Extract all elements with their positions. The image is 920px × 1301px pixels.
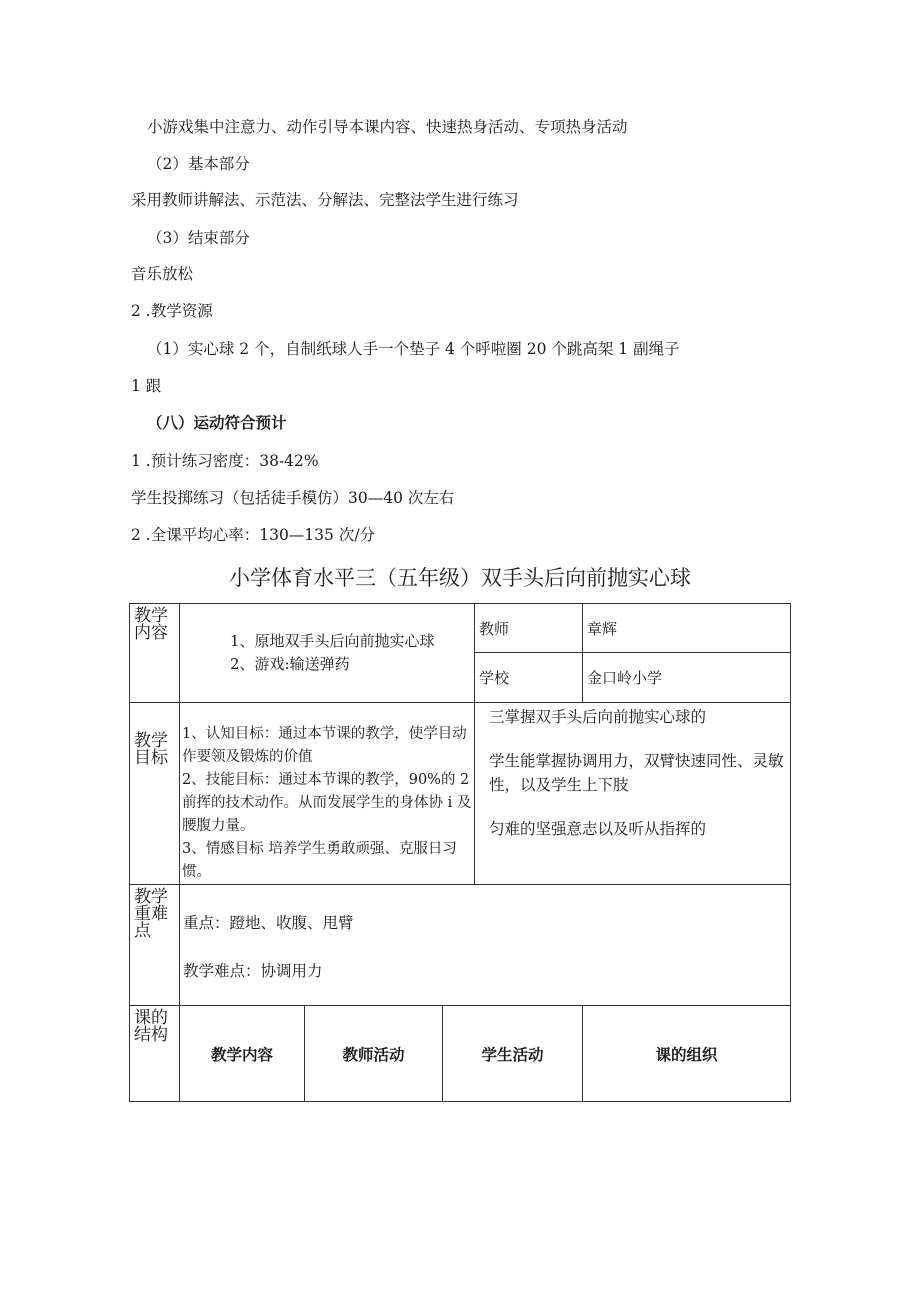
body-line-6: 2 .教学资源 (131, 302, 213, 320)
goals-label: 教学目标 (130, 703, 180, 885)
key-point: 重点：蹬地、收腹、甩臂 (183, 914, 354, 932)
goal-right-1: 三掌握双手头后向前抛实心球的 (489, 708, 707, 726)
body-line-12: 2 .全课平均心率：130—135 次/分 (131, 526, 376, 544)
column-header-content: 教学内容 (180, 1006, 305, 1102)
goal-2: 2、技能目标：通过本节课的教学，90%的 2 前挥的技术动作。从而发展学生的身体协 i 及腰腹力量。 (182, 772, 472, 834)
body-line-1: 小游戏集中注意力、动作引导本课内容、快速热身活动、专项热身活动 (147, 118, 628, 136)
goal-3: 3、情感目标 培养学生勇敢顽强、克服日习惯。 (182, 841, 457, 880)
content-cell (180, 604, 475, 703)
lesson-plan-table (129, 603, 791, 1102)
column-header-organization: 课的组织 (583, 1006, 791, 1102)
column-header-student: 学生活动 (443, 1006, 583, 1102)
body-line-2: （2）基本部分 (147, 155, 250, 173)
body-line-7: （1）实心球 2 个，自制纸球人手一个垫子 4 个呼啦圈 20 个跳高架 1 副绳子 (147, 340, 680, 358)
lesson-title: 小学体育水平三（五年级）双手头后向前抛实心球 (229, 566, 691, 590)
goals-cell (180, 703, 475, 885)
content-label: 教学内容 (130, 604, 180, 703)
structure-label: 课的结构 (130, 1006, 180, 1102)
content-item-2: 2、游戏:输送弹药 (230, 655, 350, 673)
body-line-4: （3）结束部分 (147, 229, 250, 247)
content-item-1: 1、原地双手头后向前抛实心球 (230, 632, 435, 650)
school-label: 学校 (475, 653, 583, 703)
school-value: 金口岭小学 (583, 653, 791, 703)
teacher-value: 章辉 (583, 604, 791, 653)
goal-right-3: 匀难的坚强意志以及听从指挥的 (489, 820, 707, 838)
body-line-11: 学生投掷练习（包括徒手模仿）30—40 次左右 (131, 489, 455, 507)
body-line-8: 1 跟 (131, 377, 162, 395)
keypoints-label: 教学重难点 (130, 885, 180, 1006)
keypoints-cell (180, 885, 791, 1006)
body-line-5: 音乐放松 (131, 265, 194, 283)
difficulty: 教学难点：协调用力 (183, 962, 323, 980)
body-line-10: 1 .预计练习密度：38-42% (131, 452, 319, 470)
body-line-3: 采用教师讲解法、示范法、分解法、完整法学生进行练习 (131, 191, 519, 209)
section-heading: （八）运动符合预计 (147, 414, 287, 432)
teacher-label: 教师 (475, 604, 583, 653)
goal-right-2: 学生能掌握协调用力，双臂快速同性、灵敏性，以及学生上下肢 (489, 752, 784, 794)
column-header-teacher: 教师活动 (305, 1006, 443, 1102)
goals-right-cell (475, 703, 791, 885)
goal-1: 1、认知目标：通过本节课的教学，使学目动作要领及锻炼的价值 (182, 726, 467, 765)
